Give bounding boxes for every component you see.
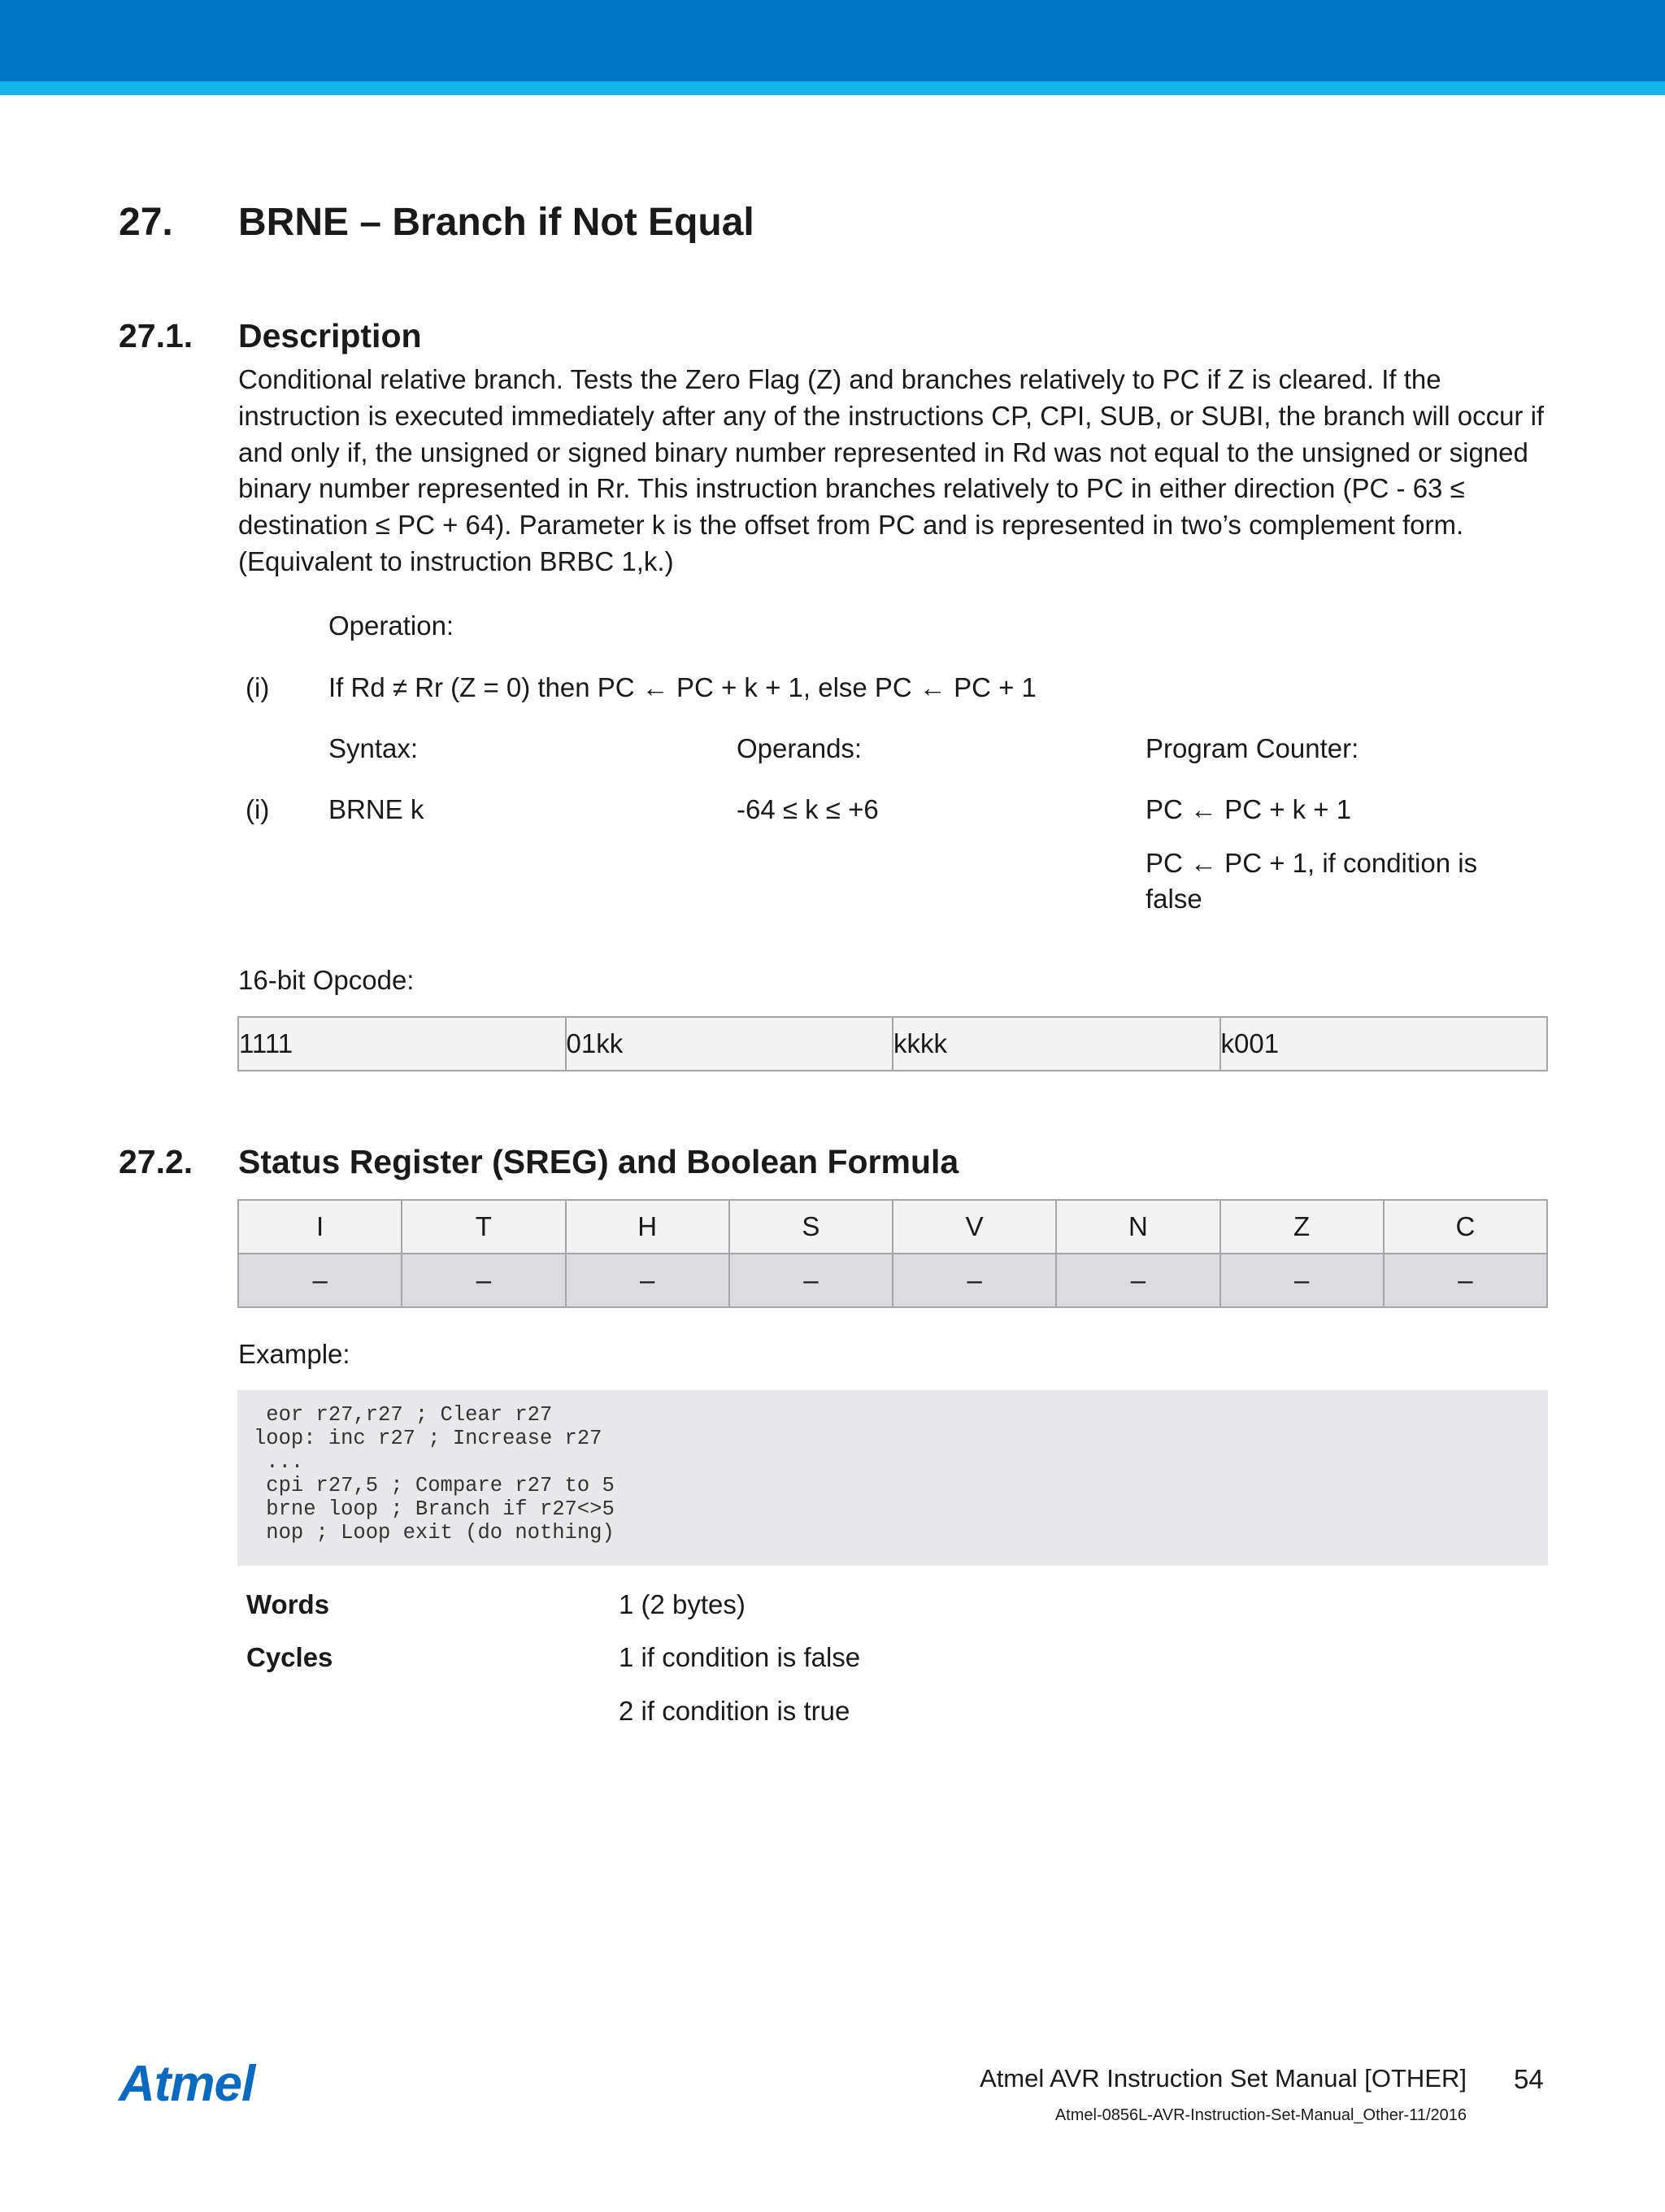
sreg-value: – bbox=[1056, 1254, 1219, 1307]
operation-label: Operation: bbox=[328, 611, 454, 641]
opcode-label: 16-bit Opcode: bbox=[238, 965, 415, 995]
document-id: Atmel-0856L-AVR-Instruction-Set-Manual_Other-11/2016 bbox=[1054, 2106, 1467, 2124]
words-label: Words bbox=[246, 1589, 330, 1619]
sreg-heading: Status Register (SREG) and Boolean Formula bbox=[238, 1143, 959, 1180]
code-line: nop ; Loop exit (do nothing) bbox=[254, 1521, 615, 1545]
opcode-cell: 1111 bbox=[238, 1017, 566, 1071]
opcode-cell: kkkk bbox=[893, 1017, 1220, 1071]
opcode-cell: 01kk bbox=[566, 1017, 893, 1071]
pc-line-3: false bbox=[1146, 884, 1202, 914]
sreg-value: – bbox=[1220, 1254, 1384, 1307]
cycles-value: 2 if condition is true bbox=[619, 1696, 850, 1726]
description-heading: Description bbox=[238, 317, 422, 354]
code-block bbox=[237, 1390, 1548, 1566]
operands-value: -64 ≤ k ≤ +6 bbox=[737, 794, 879, 824]
description-number: 27.1. bbox=[119, 317, 193, 354]
sreg-value: – bbox=[729, 1254, 893, 1307]
operation-formula: If Rd ≠ Rr (Z = 0) then PC ← PC + k + 1, else PC ← PC + 1 bbox=[328, 672, 1037, 702]
code-line: eor r27,r27 ; Clear r27 bbox=[254, 1403, 553, 1427]
opcode-cell: k001 bbox=[1220, 1017, 1548, 1071]
syntax-value: BRNE k bbox=[328, 794, 424, 824]
section-title: BRNE – Branch if Not Equal bbox=[238, 201, 754, 244]
atmel-logo: Atmel bbox=[119, 2056, 255, 2112]
syntax-header: Syntax: bbox=[328, 733, 419, 763]
header-bar bbox=[0, 0, 1665, 81]
description-text: Conditional relative branch. Tests the Zero Flag (Z) and branches relatively to PC if Z is cleared. If the instruction is executed immediately after any of the instructions CP, CPI, SUB, or SUBI, the branch will occur if and only if, the unsigned or signed binary number represented in Rd was not equal to the unsigned or signed binary number represented in Rr. This instruction branches relatively to PC in either direction (PC - 63 ≤ destination ≤ PC + 64). Parameter k is the offset from PC and is represented in two’s complement form. (Equivalent to instruction BRBC 1,k.) bbox=[238, 364, 1545, 576]
syntax-index: (i) bbox=[246, 794, 270, 824]
section-number: 27. bbox=[119, 201, 173, 244]
sreg-flag: H bbox=[566, 1200, 729, 1254]
page-number: 54 bbox=[1514, 2064, 1544, 2094]
sreg-table bbox=[237, 1199, 1548, 1308]
cycles-value: 1 if condition is false bbox=[619, 1642, 861, 1672]
code-line: cpi r27,5 ; Compare r27 to 5 bbox=[254, 1474, 615, 1497]
sreg-value: – bbox=[1384, 1254, 1547, 1307]
words-value: 1 (2 bytes) bbox=[619, 1589, 746, 1619]
sreg-flag: V bbox=[893, 1200, 1056, 1254]
sreg-value: – bbox=[566, 1254, 729, 1307]
sreg-flag: I bbox=[238, 1200, 402, 1254]
header-stripe bbox=[0, 81, 1665, 95]
sreg-flag: T bbox=[402, 1200, 565, 1254]
operands-header: Operands: bbox=[737, 733, 863, 763]
sreg-flag: N bbox=[1056, 1200, 1219, 1254]
code-line: ... bbox=[254, 1450, 304, 1474]
operation-index: (i) bbox=[246, 672, 270, 702]
code-line: loop: inc r27 ; Increase r27 bbox=[254, 1427, 602, 1450]
sreg-number: 27.2. bbox=[119, 1143, 193, 1180]
sreg-flag: Z bbox=[1220, 1200, 1384, 1254]
cycles-label: Cycles bbox=[246, 1642, 333, 1672]
example-label: Example: bbox=[238, 1339, 350, 1369]
opcode-table bbox=[237, 1016, 1548, 1071]
sreg-value: – bbox=[893, 1254, 1056, 1307]
manual-title: Atmel AVR Instruction Set Manual [OTHER] bbox=[980, 2064, 1467, 2092]
sreg-value: – bbox=[238, 1254, 402, 1307]
sreg-flag: S bbox=[729, 1200, 893, 1254]
sreg-flag: C bbox=[1384, 1200, 1547, 1254]
pc-line-1: PC ← PC + k + 1 bbox=[1146, 794, 1352, 824]
code-line: brne loop ; Branch if r27<>5 bbox=[254, 1497, 615, 1521]
sreg-value: – bbox=[402, 1254, 565, 1307]
pc-line-2: PC ← PC + 1, if condition is bbox=[1146, 848, 1478, 878]
program-counter-header: Program Counter: bbox=[1146, 733, 1359, 763]
